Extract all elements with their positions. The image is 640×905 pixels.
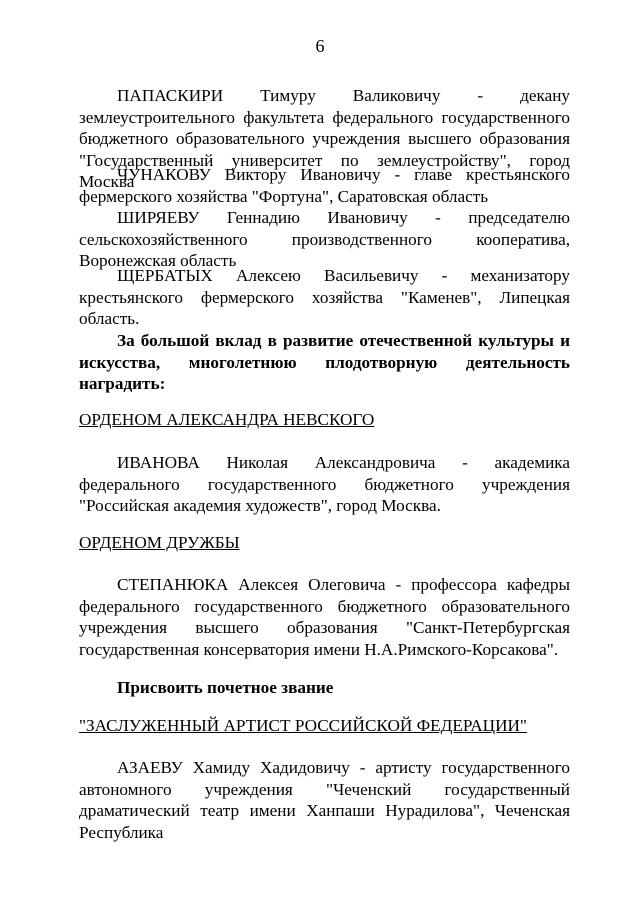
- honorary-title-name: "ЗАСЛУЖЕННЫЙ АРТИСТ РОССИЙСКОЙ ФЕДЕРАЦИИ": [79, 716, 527, 735]
- order-friendship-awardee: СТЕПАНЮКА Алексея Олеговича - профессора кафедры федерального государственного бюджетного образовательного учреждения высшего образования "Санкт-Петербургская государственная консерватория имени Н.А.Римского-Корсакова".: [79, 575, 570, 659]
- awardee-paragraph: ЩЕРБАТЫХ Алексею Васильевичу - механизатору крестьянского фермерского хозяйства "Каменев", Липецкая область.: [79, 266, 570, 329]
- order-friendship-title: ОРДЕНОМ ДРУЖБЫ: [79, 533, 240, 552]
- honorary-title-heading: Присвоить почетное звание: [117, 678, 334, 697]
- order-nevsky-awardee: ИВАНОВА Николая Александровича - академика федерального государственного бюджетного учреждения "Российская академия художеств", город Москва.: [79, 453, 570, 516]
- awardee-paragraph: ПАПАСКИРИ Тимуру Валиковичу - декану землеустроительного факультета федерального государственного бюджетного образовательного учреждения высшего образования "Государственный университет по землеустройству", город Москва: [79, 86, 570, 192]
- page-number: 6: [315, 36, 325, 56]
- decree-culture: За большой вклад в развитие отечественной культуры и искусства, многолетнюю плодотворную деятельность наградить:: [79, 331, 570, 394]
- awardee-paragraph: ШИРЯЕВУ Геннадию Ивановичу - председателю сельскохозяйственного производственного кооператива, Воронежская область: [79, 208, 570, 271]
- honorary-title-awardee: АЗАЕВУ Хамиду Хадидовичу - артисту государственного автономного учреждения "Чеченский государственный драматический театр имени Ханпаши Нурадилова", Чеченская Республика: [79, 758, 570, 842]
- awardee-paragraph: ЧУНАКОВУ Виктору Ивановичу - главе крестьянского фермерского хозяйства "Фортуна", Саратовская область: [79, 165, 570, 206]
- order-nevsky-title: ОРДЕНОМ АЛЕКСАНДРА НЕВСКОГО: [79, 410, 375, 429]
